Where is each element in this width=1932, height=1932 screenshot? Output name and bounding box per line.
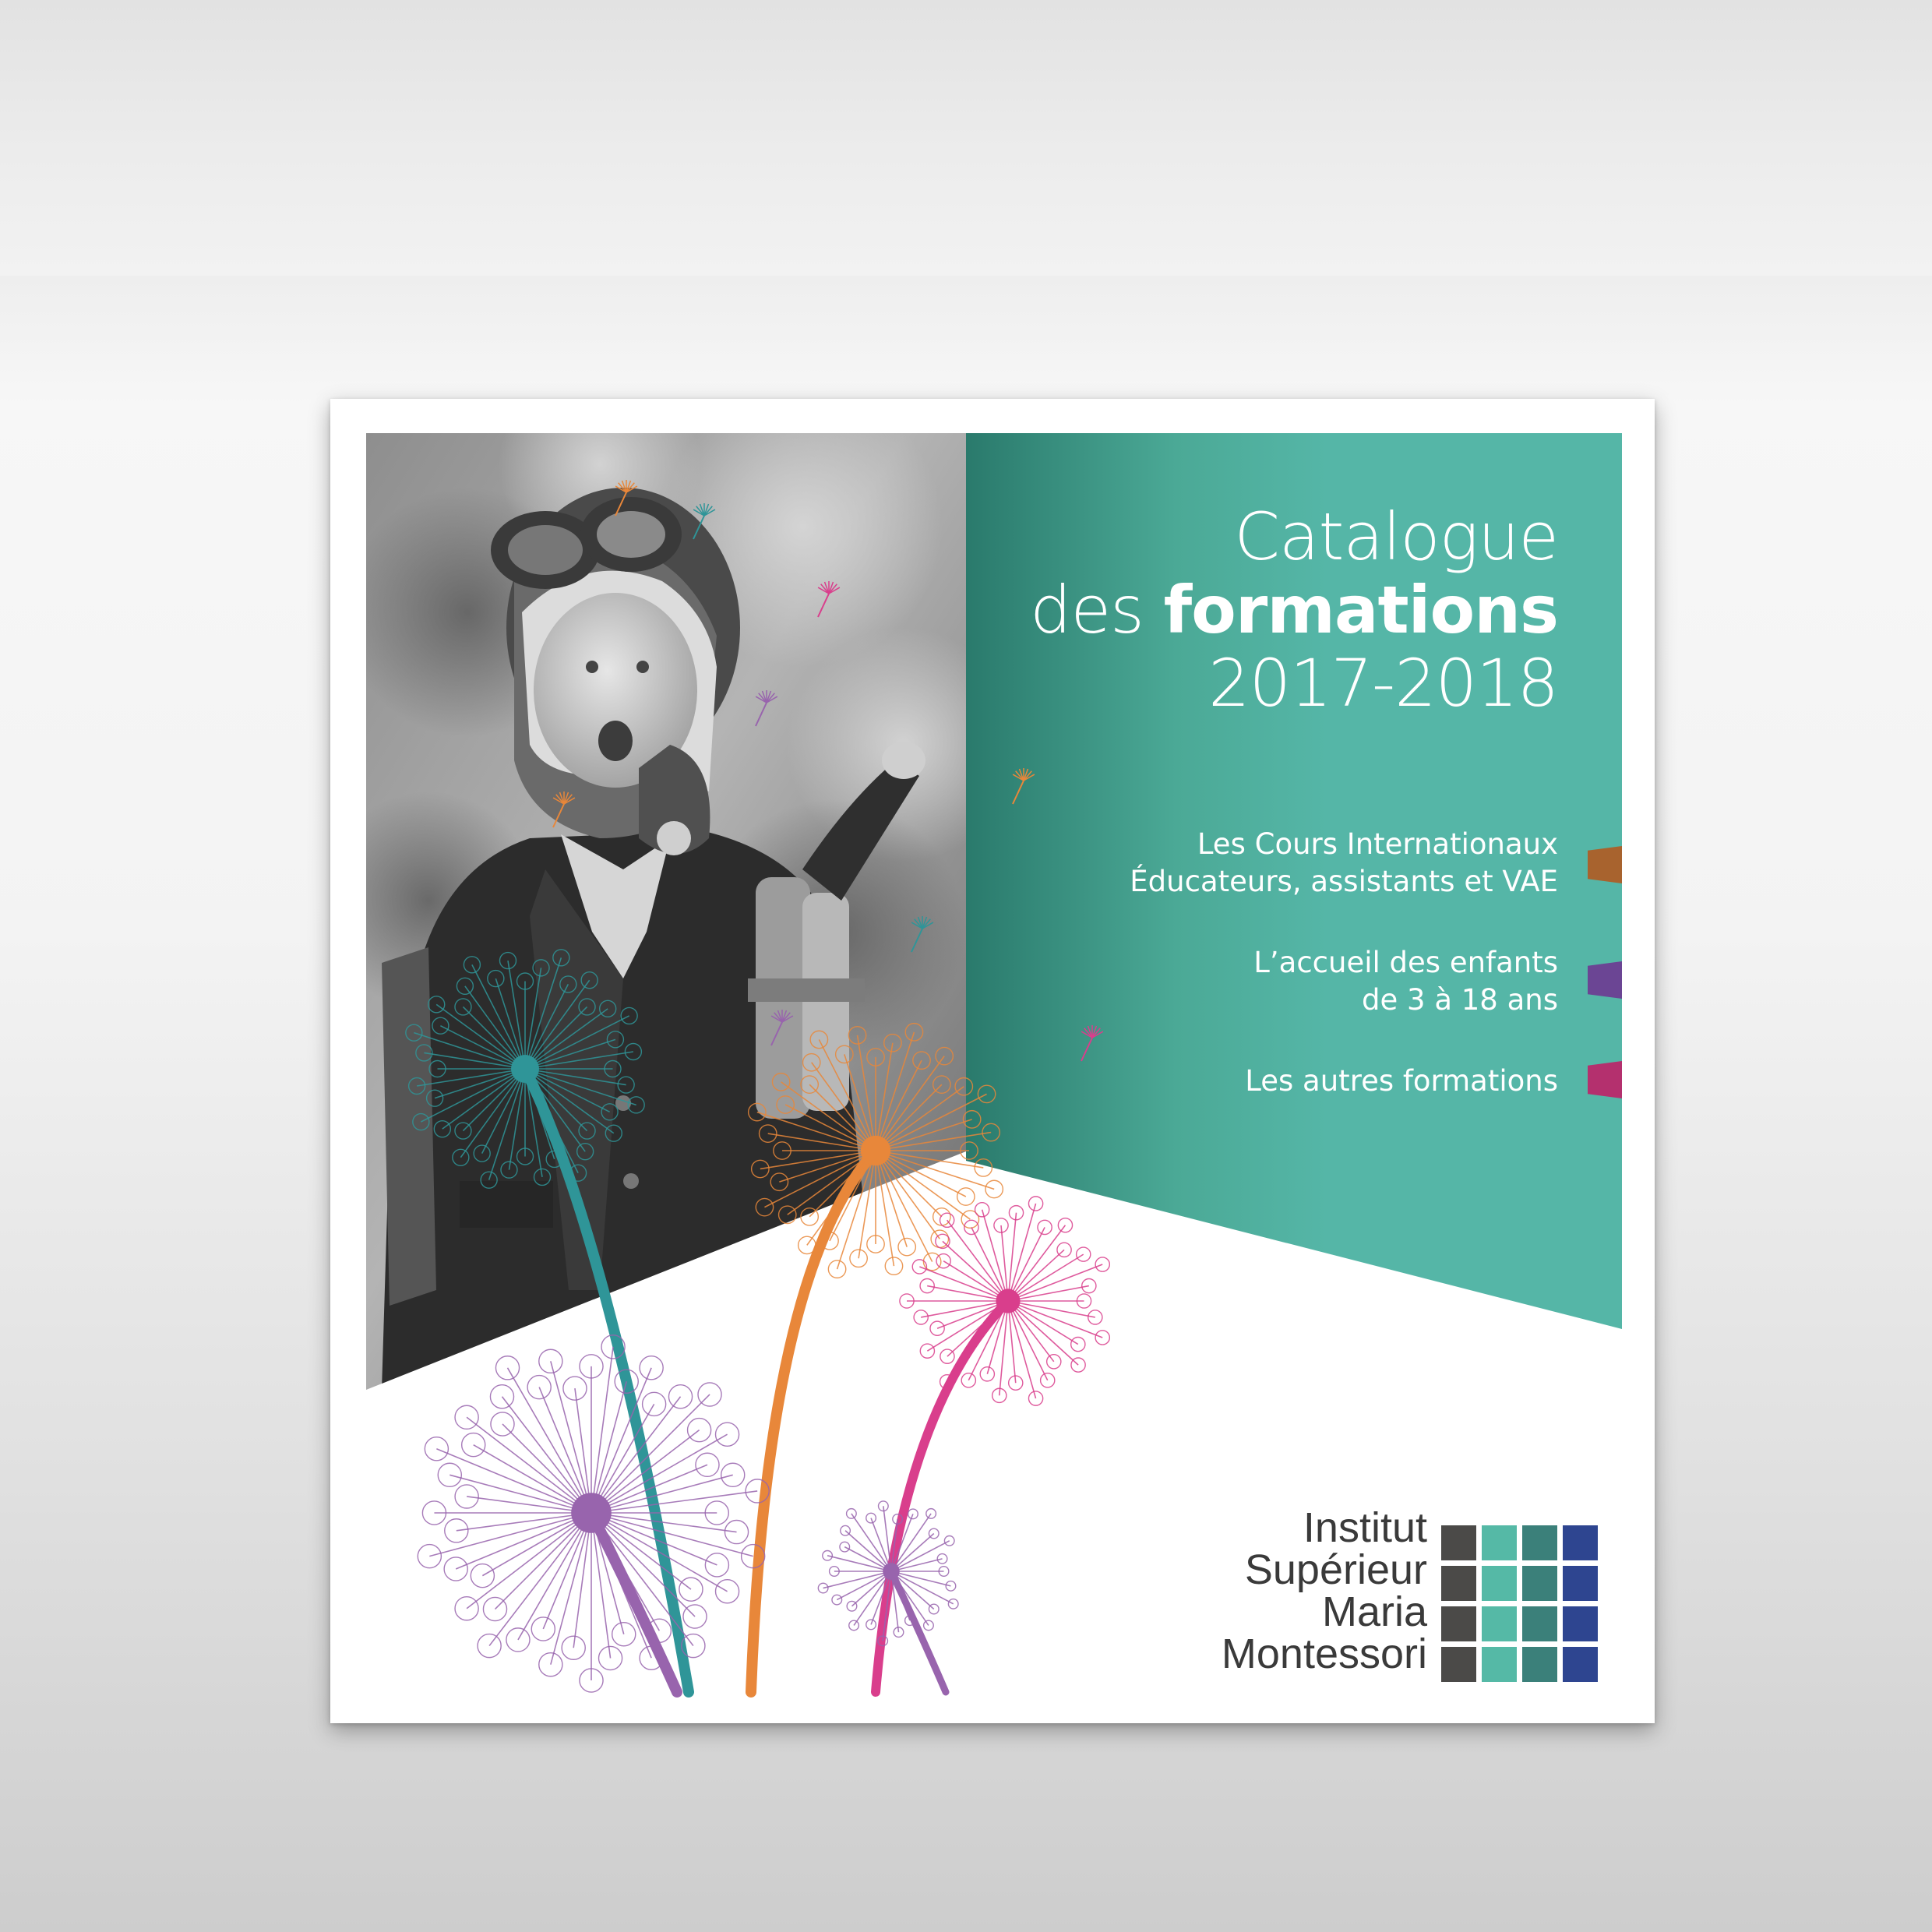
dandelion-seed-tuft	[455, 1405, 478, 1429]
dandelion-seed-tuft	[698, 1383, 721, 1406]
dandelion-seed-tuft	[471, 1564, 494, 1588]
dandelion-stem	[751, 1151, 876, 1692]
dandelion-seed-line	[844, 1054, 876, 1151]
section-2-line-1: L’accueil des enfants	[1253, 946, 1558, 979]
dandelion-seed-tuft	[828, 1260, 845, 1278]
dandelion-seed-tuft	[1095, 1331, 1109, 1345]
dandelion-seed-tuft	[579, 1123, 595, 1139]
dandelion-seed-line	[1008, 1301, 1078, 1365]
dandelion-seed-line	[812, 1063, 876, 1151]
title-line-1: Catalogue	[1234, 499, 1558, 575]
dandelion-seed-line	[947, 1301, 1008, 1356]
logo-square	[1441, 1566, 1476, 1601]
floating-seed-stem	[911, 929, 922, 952]
dandelion-center	[511, 1055, 539, 1083]
dandelion-seed-tuft	[457, 978, 473, 994]
dandelion-seed-tuft	[1038, 1220, 1052, 1234]
background-top-band	[0, 0, 1932, 276]
logo-square	[1482, 1525, 1517, 1560]
dandelion-seed-tuft	[1047, 1355, 1061, 1369]
floating-seed-stem	[818, 594, 829, 617]
dandelion-seed-line	[781, 1082, 876, 1151]
dandelion-seed-line	[591, 1434, 728, 1513]
title-bold-word: formations	[1163, 572, 1558, 649]
dandelion-seed-line	[525, 1009, 608, 1069]
dandelion-seed-tuft	[579, 999, 595, 1015]
dandelion-seed-tuft	[779, 1206, 796, 1223]
dandelion-seed-line	[442, 1069, 525, 1129]
dandelion-seed-tuft	[1088, 1310, 1102, 1324]
dandelion-seed-tuft	[539, 1349, 562, 1373]
dandelion-seed-tuft	[438, 1463, 461, 1486]
logo-wordmark	[1116, 1504, 1427, 1677]
dandelion-seed-tuft	[1077, 1247, 1091, 1261]
logo-square	[1482, 1647, 1517, 1682]
dandelion-stem	[876, 1301, 1008, 1692]
title-year: 2017-2018	[1208, 645, 1558, 722]
floating-seed-stem	[1013, 781, 1024, 804]
dandelion-seed-tuft	[975, 1159, 992, 1176]
dandelion-seed-tuft	[885, 1257, 902, 1274]
dandelion-seed-line	[876, 1151, 970, 1219]
floating-seed-stem	[756, 703, 767, 726]
dandelion-seed-tuft	[607, 1031, 623, 1048]
dandelion-seed-tuft	[982, 1123, 999, 1141]
dandelion-seed-tuft	[840, 1542, 850, 1552]
catalogue-cover	[330, 399, 1655, 1723]
logo-square	[1482, 1566, 1517, 1601]
logo-square	[1441, 1606, 1476, 1641]
dandelion-seed-tuft	[581, 972, 598, 989]
institut-logo	[1147, 1504, 1638, 1694]
logo-square	[1522, 1647, 1557, 1682]
dandelion-seed-line	[591, 1381, 626, 1513]
dandelion-seed-tuft	[621, 1007, 637, 1024]
dandelion-seed-tuft	[760, 1125, 777, 1142]
dandelion-seed-line	[508, 1368, 592, 1513]
logo-square	[1563, 1647, 1598, 1682]
dandelion-seed-line	[876, 1087, 964, 1151]
section-1-line-2: Éducateurs, assistants et VAE	[1130, 865, 1558, 899]
dandelion-seed-tuft	[491, 1412, 514, 1436]
dandelion-seed-tuft	[455, 1123, 471, 1139]
floating-seed-stem	[615, 492, 626, 516]
logo-line-1: Institut	[1303, 1504, 1427, 1551]
dandelion-seed-line	[757, 1112, 876, 1151]
dandelion-seed-tuft	[803, 1054, 820, 1071]
dandelion-seed-tuft	[832, 1595, 842, 1605]
dandelion-seed-tuft	[688, 1419, 711, 1442]
dandelion-seed-line	[525, 980, 590, 1069]
dandelion-seed-line	[591, 1475, 733, 1513]
floating-seed-stem	[1081, 1038, 1092, 1061]
logo-square	[1522, 1566, 1557, 1601]
dandelion-seed-tuft	[563, 1377, 587, 1400]
dandelion-seed-tuft	[955, 1078, 972, 1095]
floating-seed-stem	[553, 804, 564, 827]
dandelion-seed-tuft	[777, 1096, 794, 1113]
logo-square-grid	[1441, 1525, 1605, 1689]
dandelion-seed-tuft	[577, 1144, 594, 1160]
dandelion-seed-line	[495, 978, 525, 1069]
dandelion-seed-tuft	[643, 1392, 666, 1416]
dandelion-seed-tuft	[668, 1385, 692, 1408]
logo-square	[1563, 1606, 1598, 1641]
dandelion-seed-line	[525, 1039, 615, 1069]
dandelion-seed-line	[591, 1513, 659, 1631]
dandelion-seed-tuft	[884, 1035, 901, 1052]
dandelion-seed-tuft	[898, 1238, 915, 1255]
dandelion-seed-tuft	[1058, 1218, 1072, 1232]
dandelion-seed-tuft	[929, 1528, 939, 1539]
dandelion-seed-tuft	[850, 1250, 867, 1267]
dandelion-seed-line	[551, 1513, 591, 1665]
logo-square	[1441, 1647, 1476, 1682]
dandelion-seed-line	[876, 1151, 940, 1239]
dandelion-seed-tuft	[1071, 1358, 1085, 1372]
dandelion-seed-line	[876, 1032, 914, 1151]
dandelion-center	[883, 1563, 900, 1580]
dandelion-seed-line	[876, 1056, 944, 1151]
dandelion-seed-tuft	[527, 1376, 551, 1399]
dandelion-seed-line	[807, 1151, 876, 1245]
dandelion-stem	[525, 1069, 689, 1692]
section-3-line-1: Les autres formations	[1245, 1064, 1558, 1098]
logo-square	[1522, 1525, 1557, 1560]
dandelion-seed-line	[518, 1513, 591, 1640]
dandelion-seed-tuft	[848, 1027, 866, 1044]
dandelion-seed-tuft	[495, 1356, 519, 1380]
floating-seed-stem	[693, 516, 704, 539]
dandelion-seed-tuft	[716, 1423, 739, 1446]
logo-line-2: Supérieur	[1244, 1546, 1427, 1593]
logo-square	[1482, 1606, 1517, 1641]
dandelion-seed-line	[876, 1151, 907, 1247]
dandelion-seed-line	[436, 1004, 525, 1069]
dandelion-seed-tuft	[490, 1385, 513, 1408]
dandelion-seed-tuft	[823, 1551, 833, 1561]
dandelion-seed-tuft	[413, 1114, 429, 1130]
dandelion-seed-tuft	[1095, 1257, 1109, 1271]
dandelion-center	[861, 1136, 890, 1165]
dandelion-center	[571, 1493, 612, 1533]
logo-square	[1563, 1566, 1598, 1601]
logo-square	[1522, 1606, 1557, 1641]
dandelion-center	[996, 1289, 1020, 1313]
dandelion-seed-line	[460, 1069, 525, 1158]
logo-line-3: Maria	[1321, 1588, 1427, 1635]
section-2-line-2: de 3 à 18 ans	[1362, 983, 1558, 1017]
logo-square	[1563, 1525, 1598, 1560]
dandelion-seed-tuft	[841, 1525, 851, 1535]
dandelion-seed-line	[788, 1151, 876, 1215]
logo-line-4: Montessori	[1221, 1631, 1427, 1677]
dandelion-seed-tuft	[721, 1463, 745, 1486]
dandelion-seed-line	[591, 1513, 695, 1616]
dandelion-seed-tuft	[432, 1017, 449, 1034]
dandelion-seed-line	[435, 1069, 525, 1098]
dandelion-seed-tuft	[425, 1437, 448, 1461]
dandelion-seed-line	[943, 1241, 1008, 1301]
floating-seed-stem	[771, 1022, 782, 1045]
dandelion-stem	[891, 1571, 946, 1692]
dandelion-seed-line	[876, 1151, 994, 1189]
dandelion-seed-line	[465, 986, 525, 1069]
section-1-line-1: Les Cours Internationaux	[1197, 827, 1558, 861]
dandelion-seed-tuft	[453, 1149, 469, 1165]
title-light-word: des	[1030, 572, 1144, 649]
dandelion-seed-line	[495, 1513, 591, 1609]
dandelion-seed-tuft	[455, 999, 471, 1015]
dandelion-seed-line	[876, 1119, 972, 1151]
dandelion-seed-line	[474, 1445, 591, 1513]
dandelion-seed-tuft	[944, 1535, 954, 1546]
logo-square	[1441, 1525, 1476, 1560]
